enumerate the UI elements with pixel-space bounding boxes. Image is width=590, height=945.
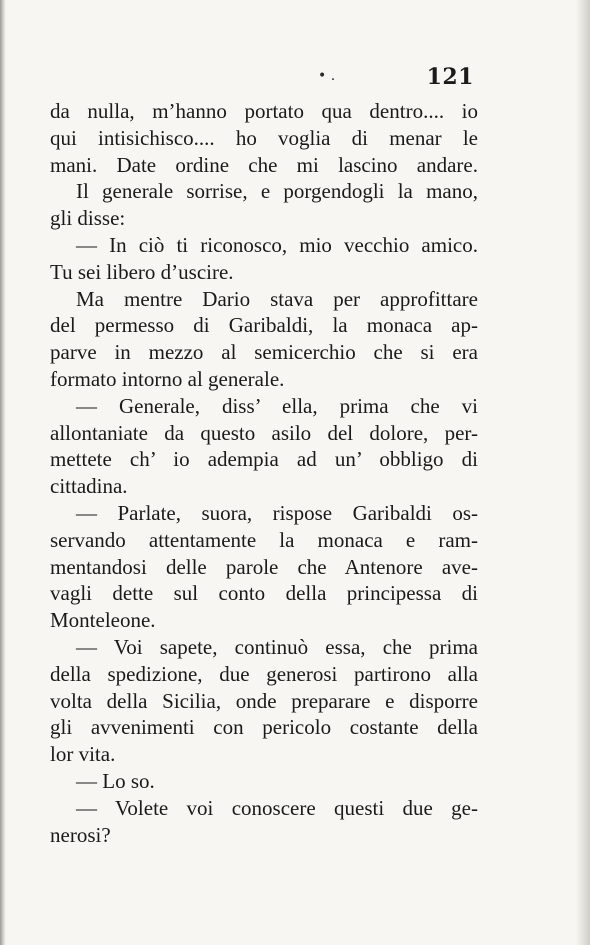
text-line: Il generale sorrise, e porgendogli la mano, [76, 179, 478, 204]
text-line: parve in mezzo al semicerchio che si era [50, 340, 478, 365]
text-line: — In ciò ti riconosco, mio vecchio amico. [76, 232, 478, 257]
text-line: gli disse: [50, 206, 126, 231]
text-line: qui intisichisco.... ho voglia di menar le [50, 125, 478, 150]
text-line: volta della Sicilia, onde preparare e disporre [50, 688, 478, 713]
text-line: gli avvenimenti con pericolo costante della [50, 715, 478, 740]
text-line: cittadina. [50, 474, 128, 499]
text-line: — Volete voi conoscere questi due ge- [76, 795, 478, 820]
text-line: mentandosi delle parole che Antenore ave- [50, 554, 478, 579]
text-line: del permesso di Garibaldi, la monaca ap- [50, 313, 478, 338]
body-text [50, 98, 478, 848]
page-edge-shadow [576, 0, 590, 945]
text-line: — Parlate, suora, rispose Garibaldi os- [76, 500, 478, 525]
text-line: nerosi? [50, 822, 111, 847]
page-binding-shadow [0, 0, 6, 945]
text-line: vagli dette sul conto della principessa di [50, 581, 478, 606]
text-line: Tu sei libero d’uscire. [50, 259, 234, 284]
text-line: mani. Date ordine che mi lascino andare. [50, 152, 478, 177]
text-line: servando attentamente la monaca e ram- [50, 527, 478, 552]
text-line: Ma mentre Dario stava per approfittare [76, 286, 478, 311]
text-line: formato intorno al generale. [50, 366, 285, 391]
page-number: 121 [426, 64, 474, 90]
text-line: — Generale, diss’ ella, prima che vi [76, 393, 478, 418]
text-line: lor vita. [50, 742, 116, 767]
text-line: da nulla, m’hanno portato qua dentro.... io [50, 99, 478, 123]
text-line: Monteleone. [50, 608, 156, 633]
text-line: allontaniate da questo asilo del dolore, per- [50, 420, 478, 445]
header-ornament: • . [318, 68, 336, 84]
text-line: mettete ch’ io adempia ad un’ obbligo di [50, 447, 478, 472]
text-line: — Voi sapete, continuò essa, che prima [76, 634, 478, 659]
text-line: — Lo so. [76, 768, 155, 793]
text-line: della spedizione, due generosi partirono alla [50, 661, 478, 686]
